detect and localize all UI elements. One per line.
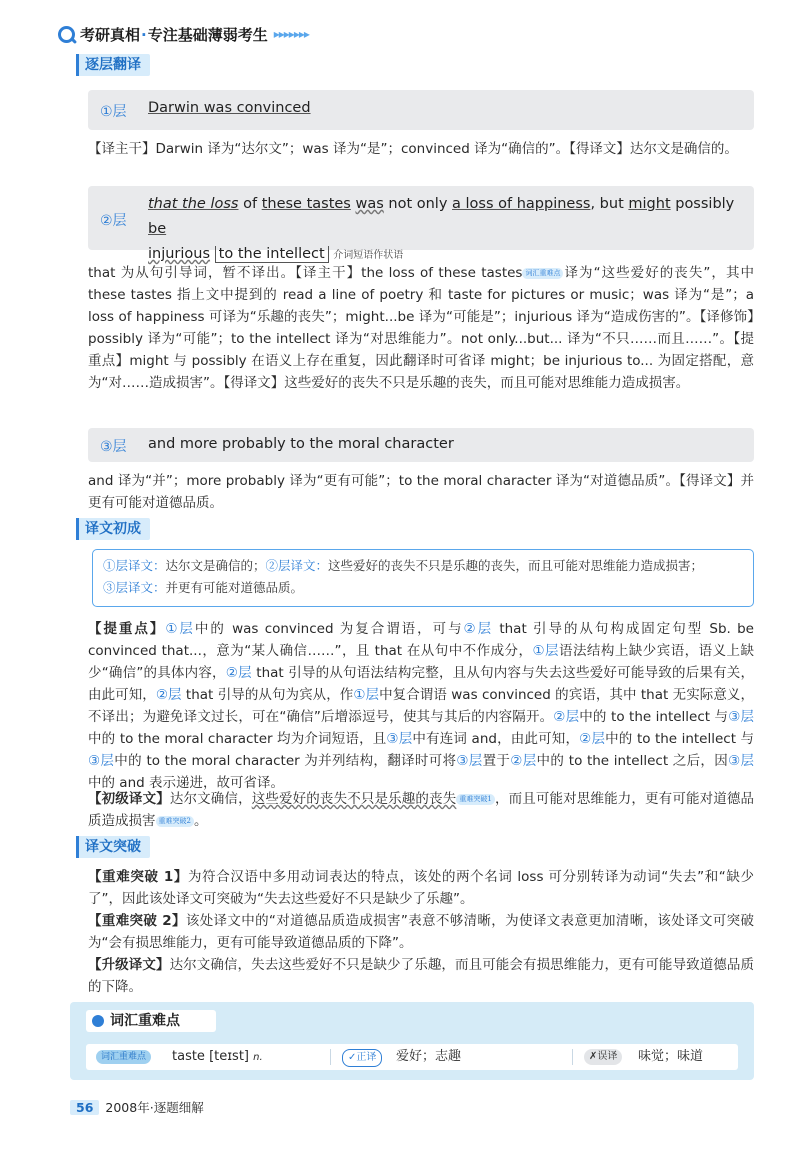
footer-text: 2008年·逐题细解 bbox=[105, 1100, 204, 1115]
vocab-chip: 词汇重难点 bbox=[522, 268, 563, 279]
l2-injurious: injurious bbox=[148, 246, 211, 262]
l2-not-only: not only bbox=[383, 196, 453, 212]
kp-ref: ②层 bbox=[463, 621, 494, 637]
advanced-translation bbox=[88, 954, 754, 998]
kp-ref: ②层 bbox=[225, 665, 252, 681]
l2-might: might bbox=[628, 196, 671, 212]
layer-3-badge: ③层 bbox=[100, 439, 127, 455]
kp-ref: ③层 bbox=[456, 753, 483, 769]
primary-label: 【初级译文】 bbox=[88, 791, 170, 807]
vocab-tag: 词汇重难点 bbox=[96, 1050, 151, 1064]
vocab-word bbox=[172, 1044, 263, 1071]
kp-text: 中的 was convinced 为复合谓语，可与 bbox=[194, 621, 464, 637]
kp-text: that 引导的从句为宾从，作 bbox=[181, 687, 354, 703]
kp-ref: ③层 bbox=[386, 731, 413, 747]
layer-1-text: Darwin was convinced bbox=[148, 100, 311, 116]
kp-ref: ③层 bbox=[728, 753, 754, 769]
l2-of: of bbox=[238, 196, 262, 212]
primary-t1: 达尔文确信， bbox=[169, 791, 252, 807]
breakthrough-1 bbox=[88, 866, 754, 910]
primary-t2: 这些爱好的丧失不只是乐趣的丧失 bbox=[251, 791, 457, 807]
kp-text: 中的 to the intellect 之后，因 bbox=[536, 753, 729, 769]
layer-2-badge: ②层 bbox=[100, 213, 127, 229]
vocab-word-text: taste [teɪst] bbox=[172, 1049, 250, 1064]
breakthrough-1-chip: 重难突破1 bbox=[456, 794, 494, 805]
kp-text: 中复合谓语 was convinced 的宾语，其中 that 无实际意义，不译出；为避免译文过长，可在“确信”后增添逗号，使其与其后的内容隔开。 bbox=[88, 687, 754, 725]
init-l2-text: 这些爱好的丧失不只是乐趣的丧失，而且可能对思维能力造成损害； bbox=[328, 558, 704, 573]
layer-2-note bbox=[88, 262, 754, 394]
kp-text: that 引导的从句构成固定句型 Sb. be convinced that...，意为“某人确信……”，且 that 在从句中不作成分， bbox=[88, 621, 754, 659]
l2-tastes: these tastes bbox=[261, 196, 351, 212]
kp-ref: ①层 bbox=[532, 643, 559, 659]
bt2-label: 【重难突破 2】 bbox=[88, 913, 186, 929]
l2-to-intellect: to the intellect bbox=[215, 246, 329, 263]
primary-t3: ，而且可能对思维能力，更有可能对道德品质造成损害 bbox=[88, 791, 755, 829]
vocab-header bbox=[86, 1010, 216, 1032]
vocab-pos: n. bbox=[253, 1052, 263, 1063]
bt1-text: 为符合汉语中多用动词表达的特点，该处的两个名词 loss 可分别转译为动词“失去”和“缺少了”，因此该处译文可突破为“失去这些爱好不只是缺少了乐趣”。 bbox=[88, 869, 755, 907]
correct-translation: 爱好；志趣 bbox=[396, 1049, 462, 1064]
bt1-label: 【重难突破 1】 bbox=[88, 869, 188, 885]
primary-translation bbox=[88, 788, 754, 832]
layer-3-note: and 译为“并”；more probably 译为“更有可能”；to the moral character 译为“对道德品质”。【得译文】并更有可能对道德品质。 bbox=[88, 473, 754, 511]
brand-title bbox=[80, 24, 268, 45]
layer-1-note: 【译主干】Darwin 译为“达尔文”；was 译为“是”；convinced 译为“确信的”。【得译文】达尔文是确信的。 bbox=[88, 141, 738, 157]
page-footer bbox=[70, 1097, 204, 1117]
l2-be: be bbox=[148, 221, 167, 237]
kp-ref: ①层 bbox=[165, 621, 195, 637]
adv-label: 【升级译文】 bbox=[88, 957, 170, 973]
vocab-divider bbox=[572, 1049, 573, 1065]
brand-dot: · bbox=[141, 25, 147, 44]
l2-note-b: 译为“这些爱好的丧失”，其中 these tastes 指上文中提到的 read a line of poetry 和 taste for pictures or music；was 译为“是”；a loss of happiness 可译为“乐趣的丧失”；might...be 译为“可能是”；injurious 译为“造成伤害的”。【译修饰】possibly 译为“可能”；to the intellect 译为“对思维能力”。not only...but... 译为“不只……而且……”。【提重点】might 与 possibly 在语义上存在重复，因此翻译时可省译 might；be injurious to... 为固定搭配，意为“对……造成损害”。【得译文】这些爱好的丧失不只是乐趣的丧失，而且可能对思维能力造成损害。 bbox=[88, 265, 754, 391]
brand-name: 考研真相 bbox=[80, 25, 141, 44]
kp-text: 中的 to the moral character 均为介词短语，且 bbox=[88, 731, 387, 747]
kp-ref: ③层 bbox=[88, 753, 115, 769]
kp-text: 中的 to the intellect 与 bbox=[579, 709, 729, 725]
breakthrough-2 bbox=[88, 910, 754, 954]
breakthrough-2-chip: 重难突破2 bbox=[156, 816, 194, 827]
l2-possibly: possibly bbox=[670, 196, 735, 212]
l2-loss-happiness: a loss of happiness bbox=[452, 196, 591, 212]
layer-3-box bbox=[88, 428, 754, 462]
correct-translation-tag: ✓正译 bbox=[342, 1049, 382, 1067]
kp-text: 语法结构上缺少宾语，语义上缺少“确信”的具体内容， bbox=[88, 643, 754, 681]
l2-subject: that the loss bbox=[148, 196, 239, 212]
kp-text: 中有连词 and，由此可知， bbox=[412, 731, 580, 747]
l2-annotation: 介词短语作状语 bbox=[333, 250, 404, 261]
section-breakthrough: 译文突破 bbox=[76, 836, 150, 858]
vocab-panel bbox=[70, 1002, 754, 1080]
arrows-decoration-icon: ▸▸▸▸▸▸▸ bbox=[273, 27, 309, 41]
init-l3-label: ③层译文： bbox=[103, 580, 166, 595]
l2-was: was bbox=[355, 196, 384, 212]
wrong-translation: 味觉；味道 bbox=[638, 1049, 704, 1064]
vocab-row bbox=[86, 1044, 738, 1070]
init-l1-label: ①层译文： bbox=[103, 558, 166, 573]
primary-t4: 。 bbox=[193, 813, 208, 829]
kp-text: 中的 and 表示递进，故可省译。 bbox=[88, 775, 284, 791]
bt2-text: 该处译文中的“对道德品质造成损害”表意不够清晰，为使译文表意更加清晰，该处译文可突破为“会有损思维能力，更有可能导致道德品质的下降”。 bbox=[88, 913, 754, 951]
vocab-circle-icon bbox=[92, 1015, 104, 1027]
layer-3-text: and more probably to the moral character bbox=[148, 436, 454, 452]
kp-ref: ③层 bbox=[728, 709, 754, 725]
key-point-paragraph bbox=[88, 618, 754, 794]
layer-1-box bbox=[88, 90, 754, 130]
kp-text: that 引导的从句语法结构完整，且从句内容与失去这些爱好可能导致的后果有关，由此可知， bbox=[88, 665, 754, 703]
layer-1-badge: ①层 bbox=[100, 104, 127, 120]
init-l1-text: 达尔文是确信的； bbox=[165, 558, 266, 573]
init-l3-text: 并更有可能对道德品质。 bbox=[165, 580, 304, 595]
l2-note-a: that 为从句引导词，暂不译出。【译主干】the loss of these tastes bbox=[88, 265, 523, 281]
kp-text: 中的 to the intellect 与 bbox=[605, 731, 754, 747]
kp-ref: ②层 bbox=[510, 753, 537, 769]
initial-translation-box bbox=[92, 549, 754, 607]
adv-text: 达尔文确信，失去这些爱好不只是缺少了乐趣，而且可能会有损思维能力，更有可能导致道德品质的下降。 bbox=[88, 957, 754, 995]
wrong-translation-tag: ✗误译 bbox=[584, 1049, 622, 1065]
kp-ref: ②层 bbox=[553, 709, 580, 725]
kp-ref: ②层 bbox=[579, 731, 606, 747]
page-number: 56 bbox=[70, 1100, 99, 1115]
l2-but: , but bbox=[590, 196, 629, 212]
kp-ref: ②层 bbox=[155, 687, 182, 703]
layer-2-sentence bbox=[148, 192, 742, 268]
section-layered-translation: 逐层翻译 bbox=[76, 54, 150, 76]
vocab-title: 词汇重难点 bbox=[110, 1013, 180, 1029]
init-l2-label: ②层译文： bbox=[265, 558, 329, 573]
kp-text: 中的 to the moral character 为并列结构，翻译时可将 bbox=[114, 753, 457, 769]
kp-text: 置于 bbox=[482, 753, 511, 769]
search-logo-icon bbox=[58, 26, 75, 43]
page-header bbox=[58, 22, 309, 46]
section-initial-translation: 译文初成 bbox=[76, 518, 150, 540]
kp-ref: ①层 bbox=[353, 687, 380, 703]
kp-label: 【提重点】 bbox=[88, 621, 166, 637]
layer-2-box bbox=[88, 186, 754, 262]
brand-slogan: 专注基础薄弱考生 bbox=[147, 25, 268, 44]
vocab-divider bbox=[330, 1049, 331, 1065]
